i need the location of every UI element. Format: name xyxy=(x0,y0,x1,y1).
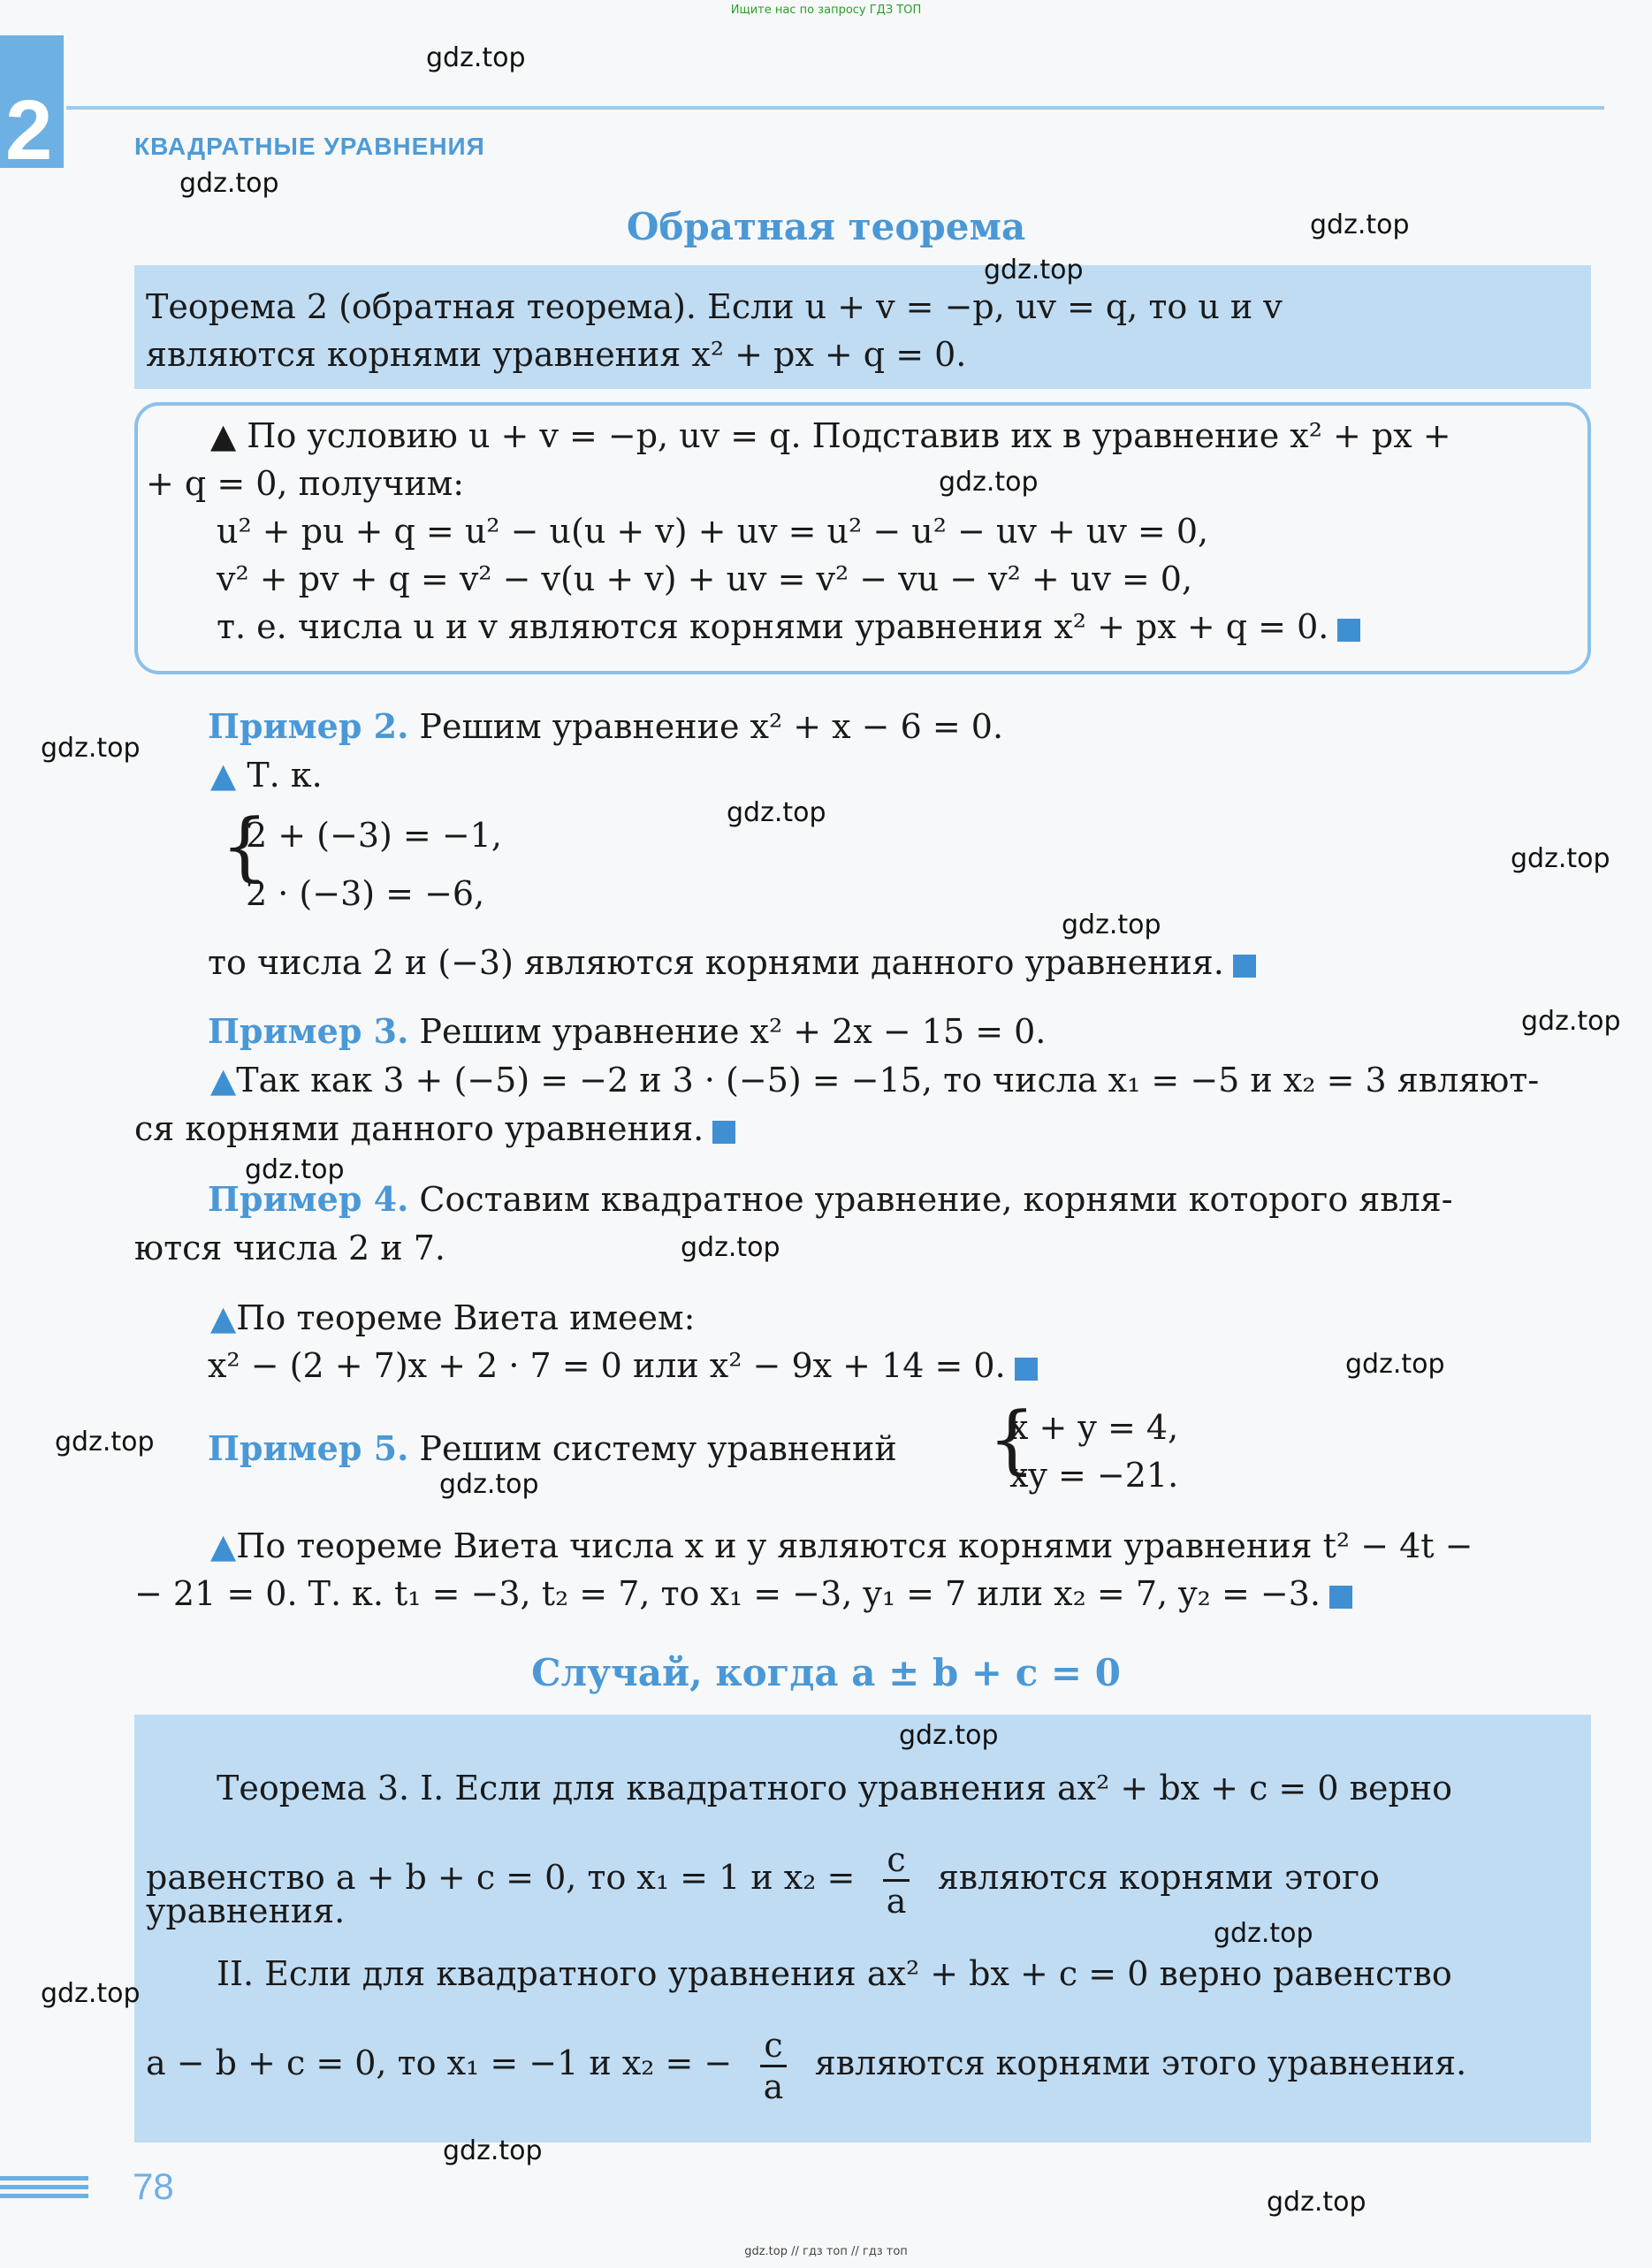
example-3-line-1: ▲Так как 3 + (−5) = −2 и 3 · (−5) = −15, то числа x₁ = −5 и x₂ = 3 являют- xyxy=(210,1061,1540,1100)
proof-start-icon: ▲ xyxy=(210,1298,237,1337)
chapter-number: 2 xyxy=(5,83,53,178)
watermark: gdz.top xyxy=(41,1978,141,2009)
example-3-line-2: ся корнями данного уравнения. xyxy=(134,1105,735,1153)
chapter-title: КВАДРАТНЫЕ УРАВНЕНИЯ xyxy=(134,133,485,160)
theorem-3-p2-line-1: II. Если для квадратного уравнения ax² + bx + c = 0 верно равенство xyxy=(217,1954,1452,1993)
example-4-heading xyxy=(208,1176,1453,1223)
watermark: gdz.top xyxy=(443,2135,543,2166)
example-4-text-2: ются числа 2 и 7. xyxy=(134,1229,445,1267)
theorem-2-line-1: Теорема 2 (обратная теорема). Если u + v = −p, uv = q, то u и v xyxy=(146,287,1283,326)
example-5-label: Пример 5. xyxy=(208,1428,409,1468)
end-of-solution-mark xyxy=(1233,955,1256,978)
bottom-banner: gdz.top // гдз топ // гдз топ xyxy=(744,2245,908,2258)
watermark: gdz.top xyxy=(1310,209,1410,240)
example-2-lead: ▲ Т. к. xyxy=(210,756,323,795)
theorem-2-line-2: являются корнями уравнения x² + px + q = 0. xyxy=(146,335,967,374)
watermark: gdz.top xyxy=(1345,1349,1445,1380)
example-2-system-1: 2 + (−3) = −1, xyxy=(246,816,502,855)
watermark: gdz.top xyxy=(899,1720,999,1751)
end-of-solution-mark xyxy=(1015,1358,1038,1381)
watermark: gdz.top xyxy=(41,733,141,764)
example-2-label: Пример 2. xyxy=(208,706,409,746)
example-5-heading xyxy=(208,1425,897,1473)
proof-start-icon: ▲ xyxy=(210,756,237,795)
example-4-text: Составим квадратное уравнение, корнями которого явля- xyxy=(419,1180,1453,1219)
example-3-text: Решим уравнение x² + 2x − 15 = 0. xyxy=(419,1012,1047,1051)
watermark: gdz.top xyxy=(1062,909,1161,940)
watermark: gdz.top xyxy=(1521,1006,1621,1037)
watermark: gdz.top xyxy=(1267,2187,1367,2218)
system-brace: { xyxy=(988,1396,1036,1482)
watermark: gdz.top xyxy=(984,255,1084,285)
fraction-c-over-a: $\frac{c}{a}$ xyxy=(760,2026,786,2106)
example-4-label: Пример 4. xyxy=(208,1179,409,1219)
example-5-text: Решим систему уравнений xyxy=(419,1429,897,1468)
example-5-system-2: xy = −21. xyxy=(1009,1456,1179,1495)
example-5-line-2: − 21 = 0. Т. к. t₁ = −3, t₂ = 7, то x₁ = −3, y₁ = 7 или x₂ = 7, y₂ = −3. xyxy=(134,1570,1352,1617)
fraction-c-over-a: $\frac{c}{a}$ xyxy=(883,1840,909,1921)
example-2-heading xyxy=(208,703,1003,750)
watermark: gdz.top xyxy=(939,467,1039,498)
example-5-line-1: ▲По теореме Виета числа x и y являются корнями уравнения t² − 4t − xyxy=(210,1526,1473,1565)
example-2-system-2: 2 · (−3) = −6, xyxy=(246,874,485,913)
theorem-3-p2-line-2: a − b + c = 0, то x₁ = −1 и x₂ = − $\frac{c}{a}$ являются корнями этого уравнения. xyxy=(146,2026,1467,2106)
page-stripe xyxy=(0,2185,88,2189)
proof-start-icon: ▲ xyxy=(210,1061,237,1100)
proof-line-3: u² + pu + q = u² − u(u + v) + uv = u² − u² − uv + uv = 0, xyxy=(217,512,1209,551)
watermark: gdz.top xyxy=(55,1427,155,1457)
watermark: gdz.top xyxy=(1511,843,1610,874)
watermark: gdz.top xyxy=(727,797,826,828)
end-of-proof-mark xyxy=(1337,619,1360,642)
proof-line-2: + q = 0, получим: xyxy=(146,464,465,503)
page-stripe xyxy=(0,2194,88,2198)
proof-line-5: т. е. числа u и v являются корнями уравнения x² + px + q = 0. xyxy=(217,603,1360,651)
example-4-line-1: ▲По теореме Виета имеем: xyxy=(210,1298,696,1337)
theorem-3-p1-line-2: равенство a + b + c = 0, то x₁ = 1 и x₂ = $\frac{c}{a}$ являются корнями этого xyxy=(146,1840,1380,1921)
end-of-solution-mark xyxy=(1329,1586,1352,1609)
example-3-label: Пример 3. xyxy=(208,1011,409,1051)
example-2-conclusion: то числа 2 и (−3) являются корнями данного уравнения. xyxy=(208,939,1256,986)
example-2-text: Решим уравнение x² + x − 6 = 0. xyxy=(419,707,1004,746)
end-of-solution-mark xyxy=(712,1121,735,1144)
watermark: gdz.top xyxy=(245,1154,345,1185)
proof-start-icon: ▲ xyxy=(210,1526,237,1565)
page-stripe xyxy=(0,2176,88,2180)
theorem-3-p1-line-1: Теорема 3. I. Если для квадратного уравнения ax² + bx + c = 0 верно xyxy=(217,1769,1453,1808)
chapter-rule xyxy=(66,106,1604,110)
system-brace: { xyxy=(221,803,269,889)
watermark: gdz.top xyxy=(681,1232,780,1263)
example-5-system-1: x + y = 4, xyxy=(1009,1408,1179,1447)
example-3-heading xyxy=(208,1008,1046,1055)
page-number: 78 xyxy=(133,2165,174,2207)
watermark: gdz.top xyxy=(426,42,526,73)
proof-line-1: ▲ По условию u + v = −p, uv = q. Подставив их в уравнение x² + px + xyxy=(210,416,1451,455)
proof-line-4: v² + pv + q = v² − v(u + v) + uv = v² − vu − v² + uv = 0, xyxy=(217,559,1193,598)
watermark: gdz.top xyxy=(439,1469,539,1500)
section-title-converse: Обратная теорема xyxy=(626,205,1026,248)
theorem-3-p1-line-3: уравнения. xyxy=(146,1891,346,1930)
top-banner: Ищите нас по запросу ГДЗ ТОП xyxy=(730,4,922,17)
example-4-line-2: x² − (2 + 7)x + 2 · 7 = 0 или x² − 9x + 14 = 0. xyxy=(208,1342,1038,1389)
section-title-case: Случай, когда a ± b + c = 0 xyxy=(531,1651,1121,1694)
watermark: gdz.top xyxy=(1214,1918,1313,1949)
watermark: gdz.top xyxy=(179,168,279,199)
